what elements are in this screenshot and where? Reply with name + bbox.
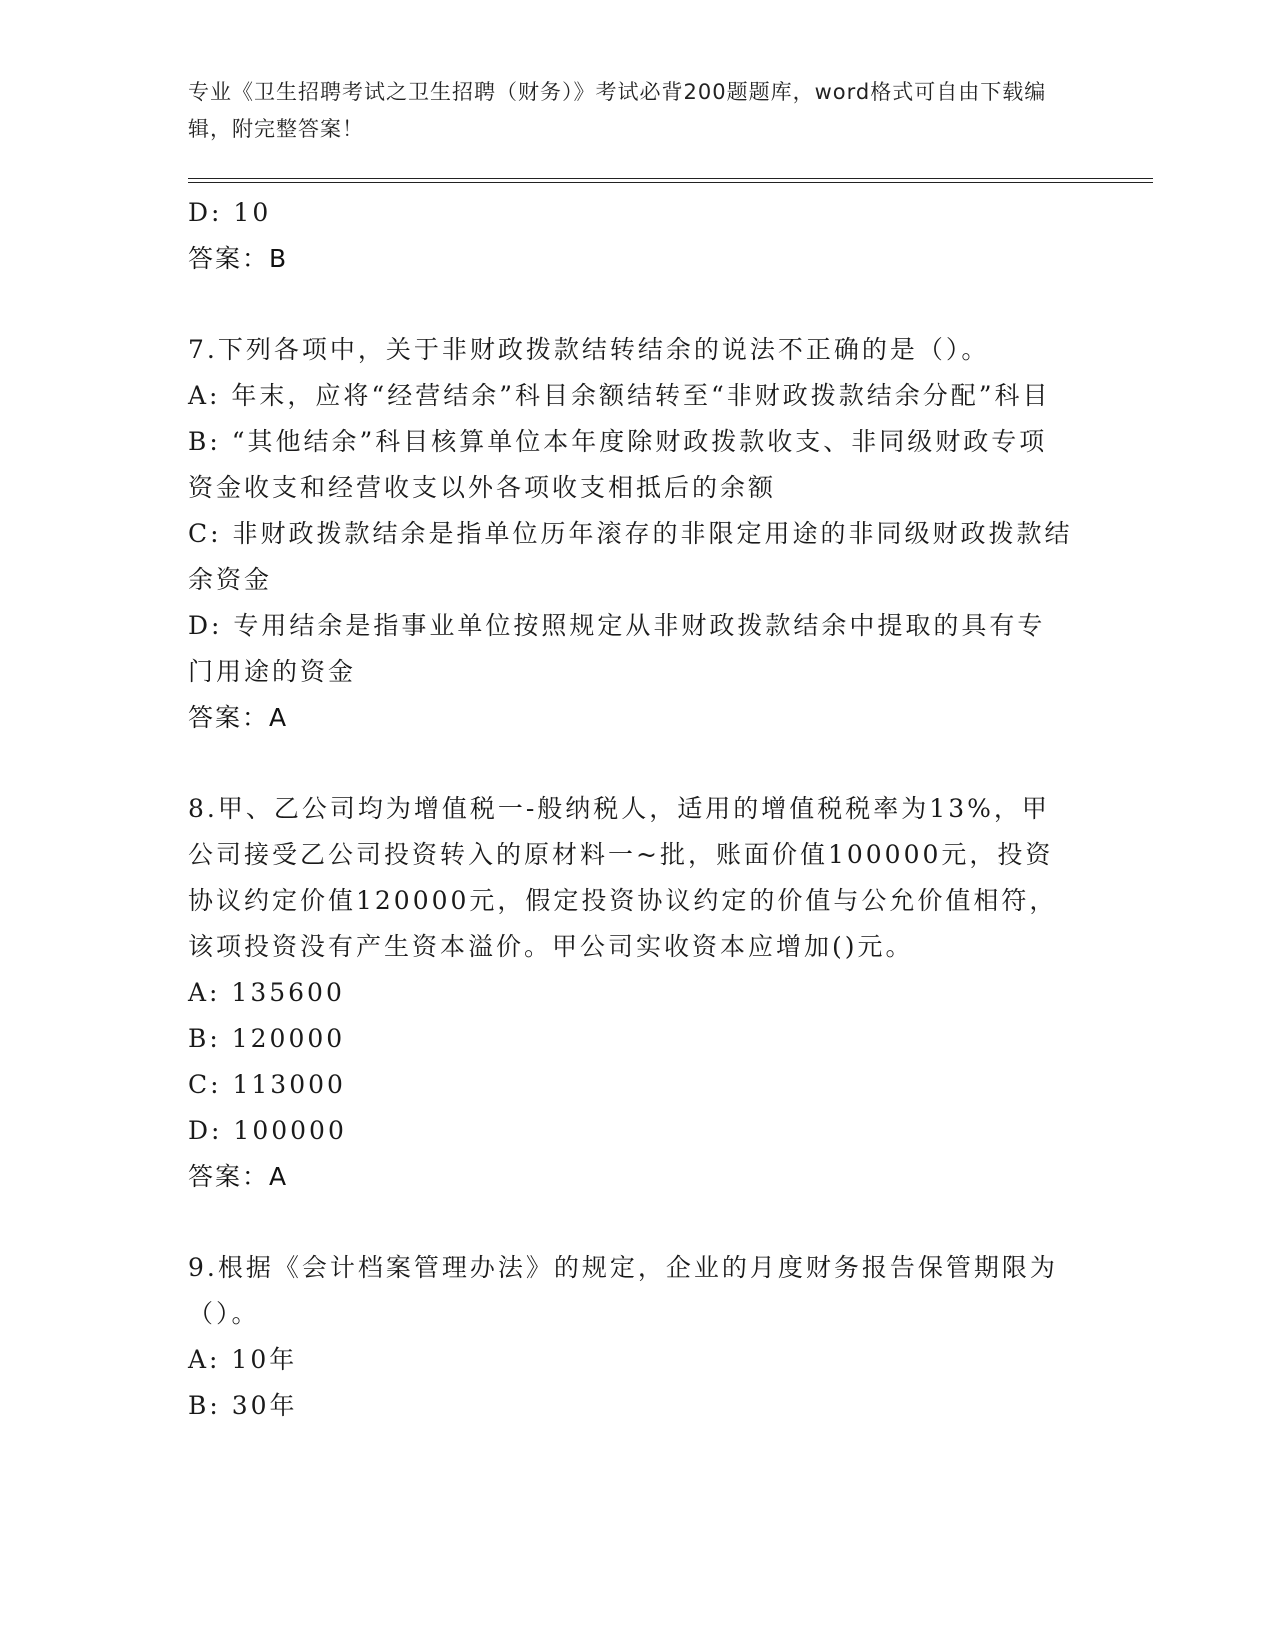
header-rule-top xyxy=(188,178,1153,179)
answer-line: 答案：B xyxy=(188,244,289,273)
option-d: D: 专用结余是指事业单位按照规定从非财政拨款结余中提取的具有专门用途的资金 xyxy=(188,611,1046,686)
question-stem: 7.下列各项中，关于非财政拨款结转结余的说法不正确的是（）。 xyxy=(188,335,990,364)
answer-line: 答案：A xyxy=(188,703,289,732)
question-8 xyxy=(188,786,1073,1200)
option-b: B: 30年 xyxy=(188,1391,298,1420)
option-b: B: 120000 xyxy=(188,1024,346,1053)
option-a: A: 135600 xyxy=(188,978,345,1007)
question-7 xyxy=(188,327,1073,741)
option-c: C: 非财政拨款结余是指单位历年滚存的非限定用途的非同级财政拨款结余资金 xyxy=(188,519,1073,594)
spacer xyxy=(188,741,1073,786)
document-header: 专业《卫生招聘考试之卫生招聘（财务）》考试必背200题题库，word格式可自由下载编辑，附完整答案！ xyxy=(188,80,1047,141)
question-stem: 8.甲、乙公司均为增值税一-般纳税人，适用的增值税税率为13%，甲公司接受乙公司投资转入的原材料一~批，账面价值100000元，投资协议约定价值120000元，假定投资协议约定的价值与公允价值相符，该项投资没有产生资本溢价。甲公司实收资本应增加()元。 xyxy=(188,794,1058,961)
option-a: A: 10年 xyxy=(188,1345,298,1374)
question-9 xyxy=(188,1245,1073,1429)
spacer xyxy=(188,282,1073,327)
previous-question-tail xyxy=(188,190,1073,282)
question-stem: 9.根据《会计档案管理办法》的规定，企业的月度财务报告保管期限为（）。 xyxy=(188,1253,1058,1328)
spacer xyxy=(188,1200,1073,1245)
header-rule-bottom xyxy=(188,182,1153,183)
option-b: B: “其他结余”科目核算单位本年度除财政拨款收支、非同级财政专项资金收支和经营收支以外各项收支相抵后的余额 xyxy=(188,427,1048,502)
answer-line: 答案：A xyxy=(188,1162,289,1191)
option-a: A: 年末，应将“经营结余”科目余额结转至“非财政拨款结余分配”科目 xyxy=(188,381,1051,410)
option-c: C: 113000 xyxy=(188,1070,346,1099)
option-d: D: 10 xyxy=(188,198,272,227)
option-d: D: 100000 xyxy=(188,1116,347,1145)
question-content xyxy=(188,190,1073,1429)
